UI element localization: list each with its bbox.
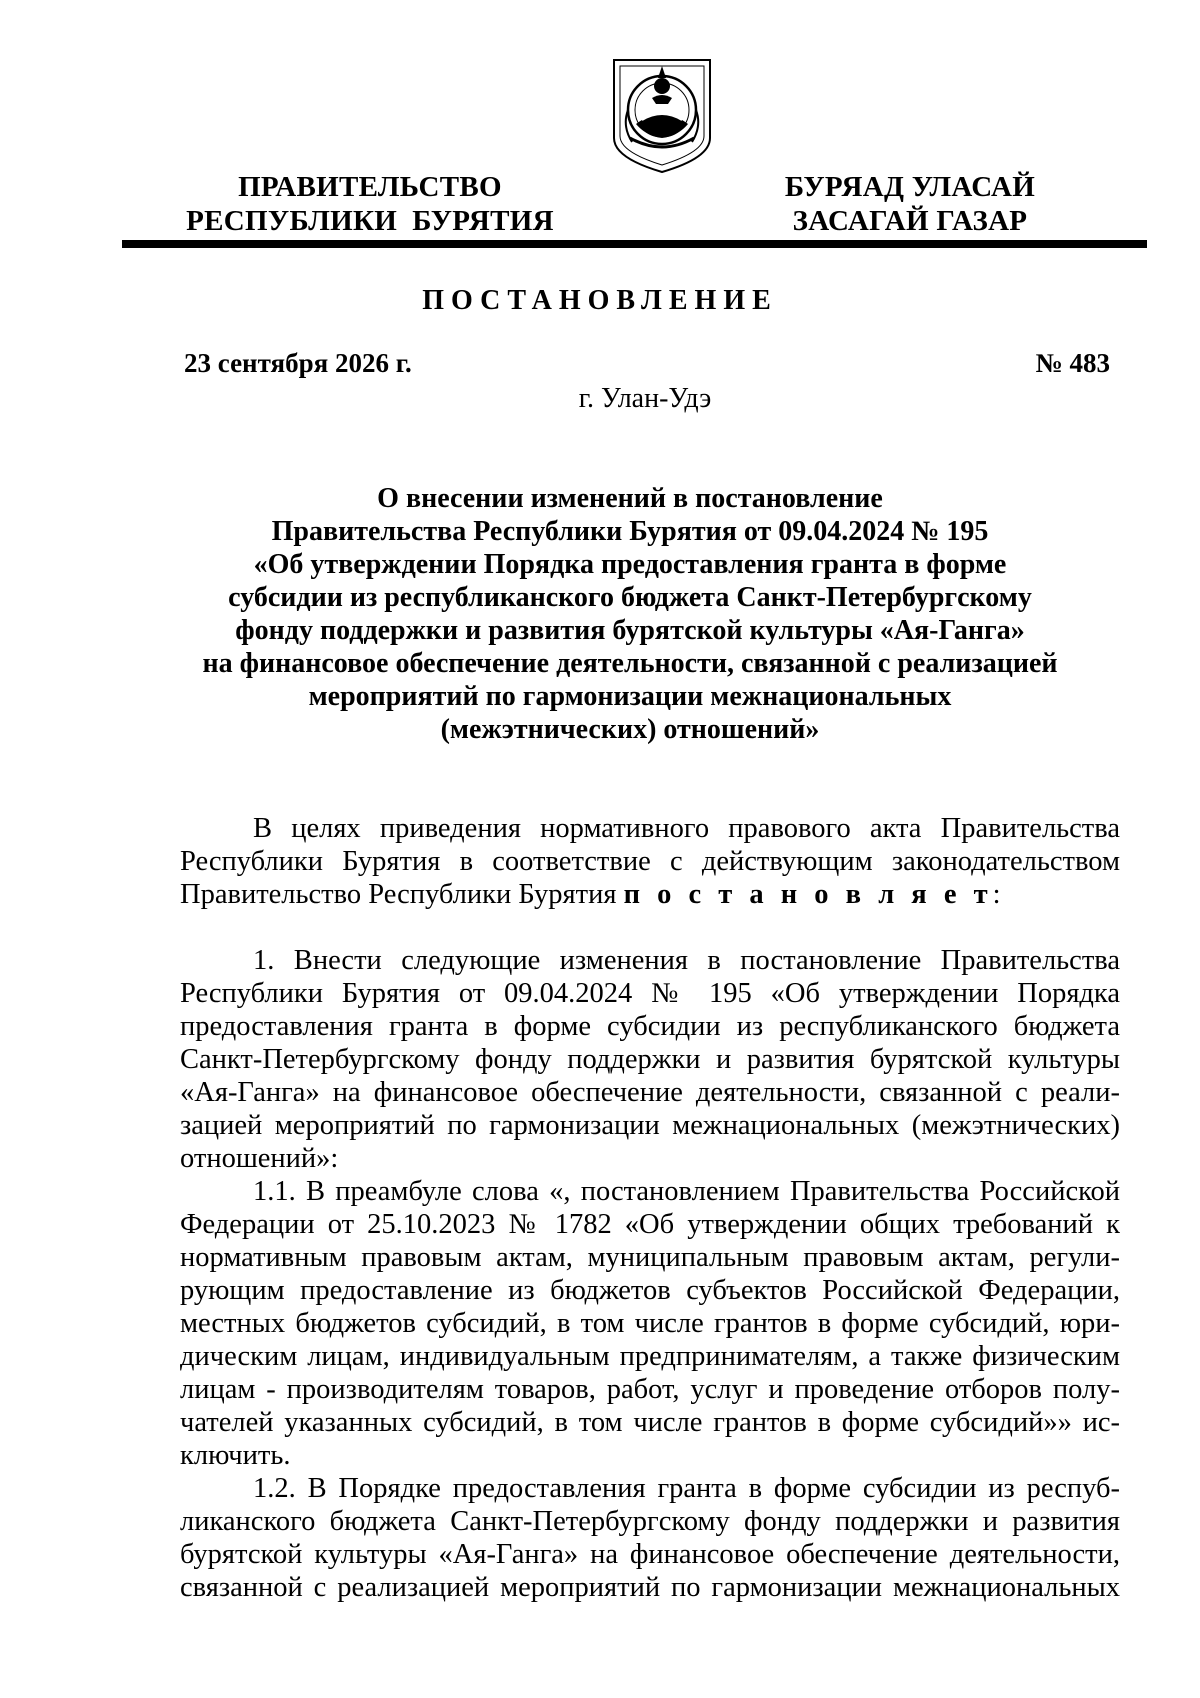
- header-right: [780, 170, 1040, 238]
- header-left: [180, 170, 560, 238]
- header-right-line1: БУРЯАД УЛАСАЙ: [784, 171, 1036, 203]
- paragraph-line: «Ая-Ганга» на финансовое обеспечение деятельности, связанной с реали-: [180, 1077, 1120, 1108]
- paragraph-line: предоставления гранта в форме субсидии из республиканского бюджета: [180, 1011, 1120, 1042]
- title-line: (межэтнических) отношений»: [440, 714, 820, 745]
- paragraph-line: 1.1. В преамбуле слова «, постановлением Правительства Российской: [253, 1176, 1120, 1207]
- document-body: [180, 812, 1120, 1604]
- paragraph-line: зацией мероприятий по гармонизации межнациональных (межэтнических): [180, 1110, 1120, 1141]
- title-line: мероприятий по гармонизации межнациональных: [308, 681, 952, 712]
- paragraph-line: бурятской культуры «Ая-Ганга» на финансовое обеспечение деятельности,: [180, 1539, 1120, 1570]
- paragraph-line: Санкт-Петербургскому фонду поддержки и развития бурятской культуры: [180, 1044, 1120, 1075]
- paragraph-line: нормативным правовым актам, муниципальным правовым актам, регули-: [180, 1242, 1120, 1273]
- preamble-line: [180, 878, 1120, 911]
- title-line: О внесении изменений в постановление: [377, 483, 883, 514]
- title-line: «Об утверждении Порядка предоставления гранта в форме: [253, 549, 1007, 580]
- preamble-prefix: Правительство Республики Бурятия: [180, 879, 624, 910]
- header-divider: [122, 240, 1147, 248]
- paragraph-line: чателей указанных субсидий, в том числе грантов в форме субсидий»» ис-: [180, 1407, 1120, 1438]
- paragraph-line: рующим предоставление из бюджетов субъектов Российской Федерации,: [180, 1275, 1120, 1306]
- coat-of-arms-icon: [608, 46, 716, 176]
- paragraph-line: местных бюджетов субсидий, в том числе грантов в форме субсидий, юри-: [180, 1308, 1120, 1339]
- paragraph-line: 1. Внести следующие изменения в постановление Правительства: [253, 945, 1120, 976]
- header-right-line2: ЗАСАГАЙ ГАЗАР: [792, 205, 1028, 237]
- paragraph-line: лицам - производителям товаров, работ, услуг и проведение отборов полу-: [180, 1374, 1120, 1405]
- document-number: № 483: [1035, 348, 1110, 378]
- paragraph-line: связанной с реализацией мероприятий по гармонизации межнациональных: [180, 1572, 1120, 1603]
- paragraph-line: ключить.: [180, 1440, 291, 1471]
- preamble-line: Республики Бурятия в соответствие с действующим законодательством: [180, 846, 1120, 877]
- decree-word: п о с т а н о в л я е т: [623, 879, 993, 910]
- preamble-line: В целях приведения нормативного правового акта Правительства: [253, 813, 1120, 844]
- preamble-suffix: :: [992, 879, 1001, 910]
- header-left-line1: ПРАВИТЕЛЬСТВО: [238, 171, 502, 203]
- paragraph-line: Федерации от 25.10.2023 № 1782 «Об утверждении общих требований к: [180, 1209, 1120, 1240]
- paragraph-line: дическим лицам, индивидуальным предпринимателям, а также физическим: [180, 1341, 1120, 1372]
- title-line: фонду поддержки и развития бурятской культуры «Ая-Ганга»: [235, 615, 1025, 646]
- title-line: субсидии из республиканского бюджета Санкт-Петербургскому: [228, 582, 1032, 613]
- paragraph-line: ликанского бюджета Санкт-Петербургскому фонду поддержки и развития: [180, 1506, 1120, 1537]
- header-left-line2: РЕСПУБЛИКИ БУРЯТИЯ: [186, 205, 554, 237]
- document-type: ПОСТАНОВЛЕНИЕ: [422, 285, 778, 316]
- document-city: г. Улан-Удэ: [578, 383, 712, 414]
- paragraph-line: отношений»:: [180, 1143, 339, 1174]
- document-title: [150, 482, 1110, 746]
- title-line: Правительства Республики Бурятия от 09.04.2024 № 195: [271, 516, 989, 547]
- paragraph-line: 1.2. В Порядке предоставления гранта в форме субсидии из респуб-: [253, 1473, 1120, 1504]
- title-line: на финансовое обеспечение деятельности, связанной с реализацией: [202, 648, 1058, 679]
- document-date: 23 сентября 2026 г.: [184, 348, 412, 378]
- paragraph-line: Республики Бурятия от 09.04.2024 № 195 «Об утверждении Порядка: [180, 978, 1120, 1009]
